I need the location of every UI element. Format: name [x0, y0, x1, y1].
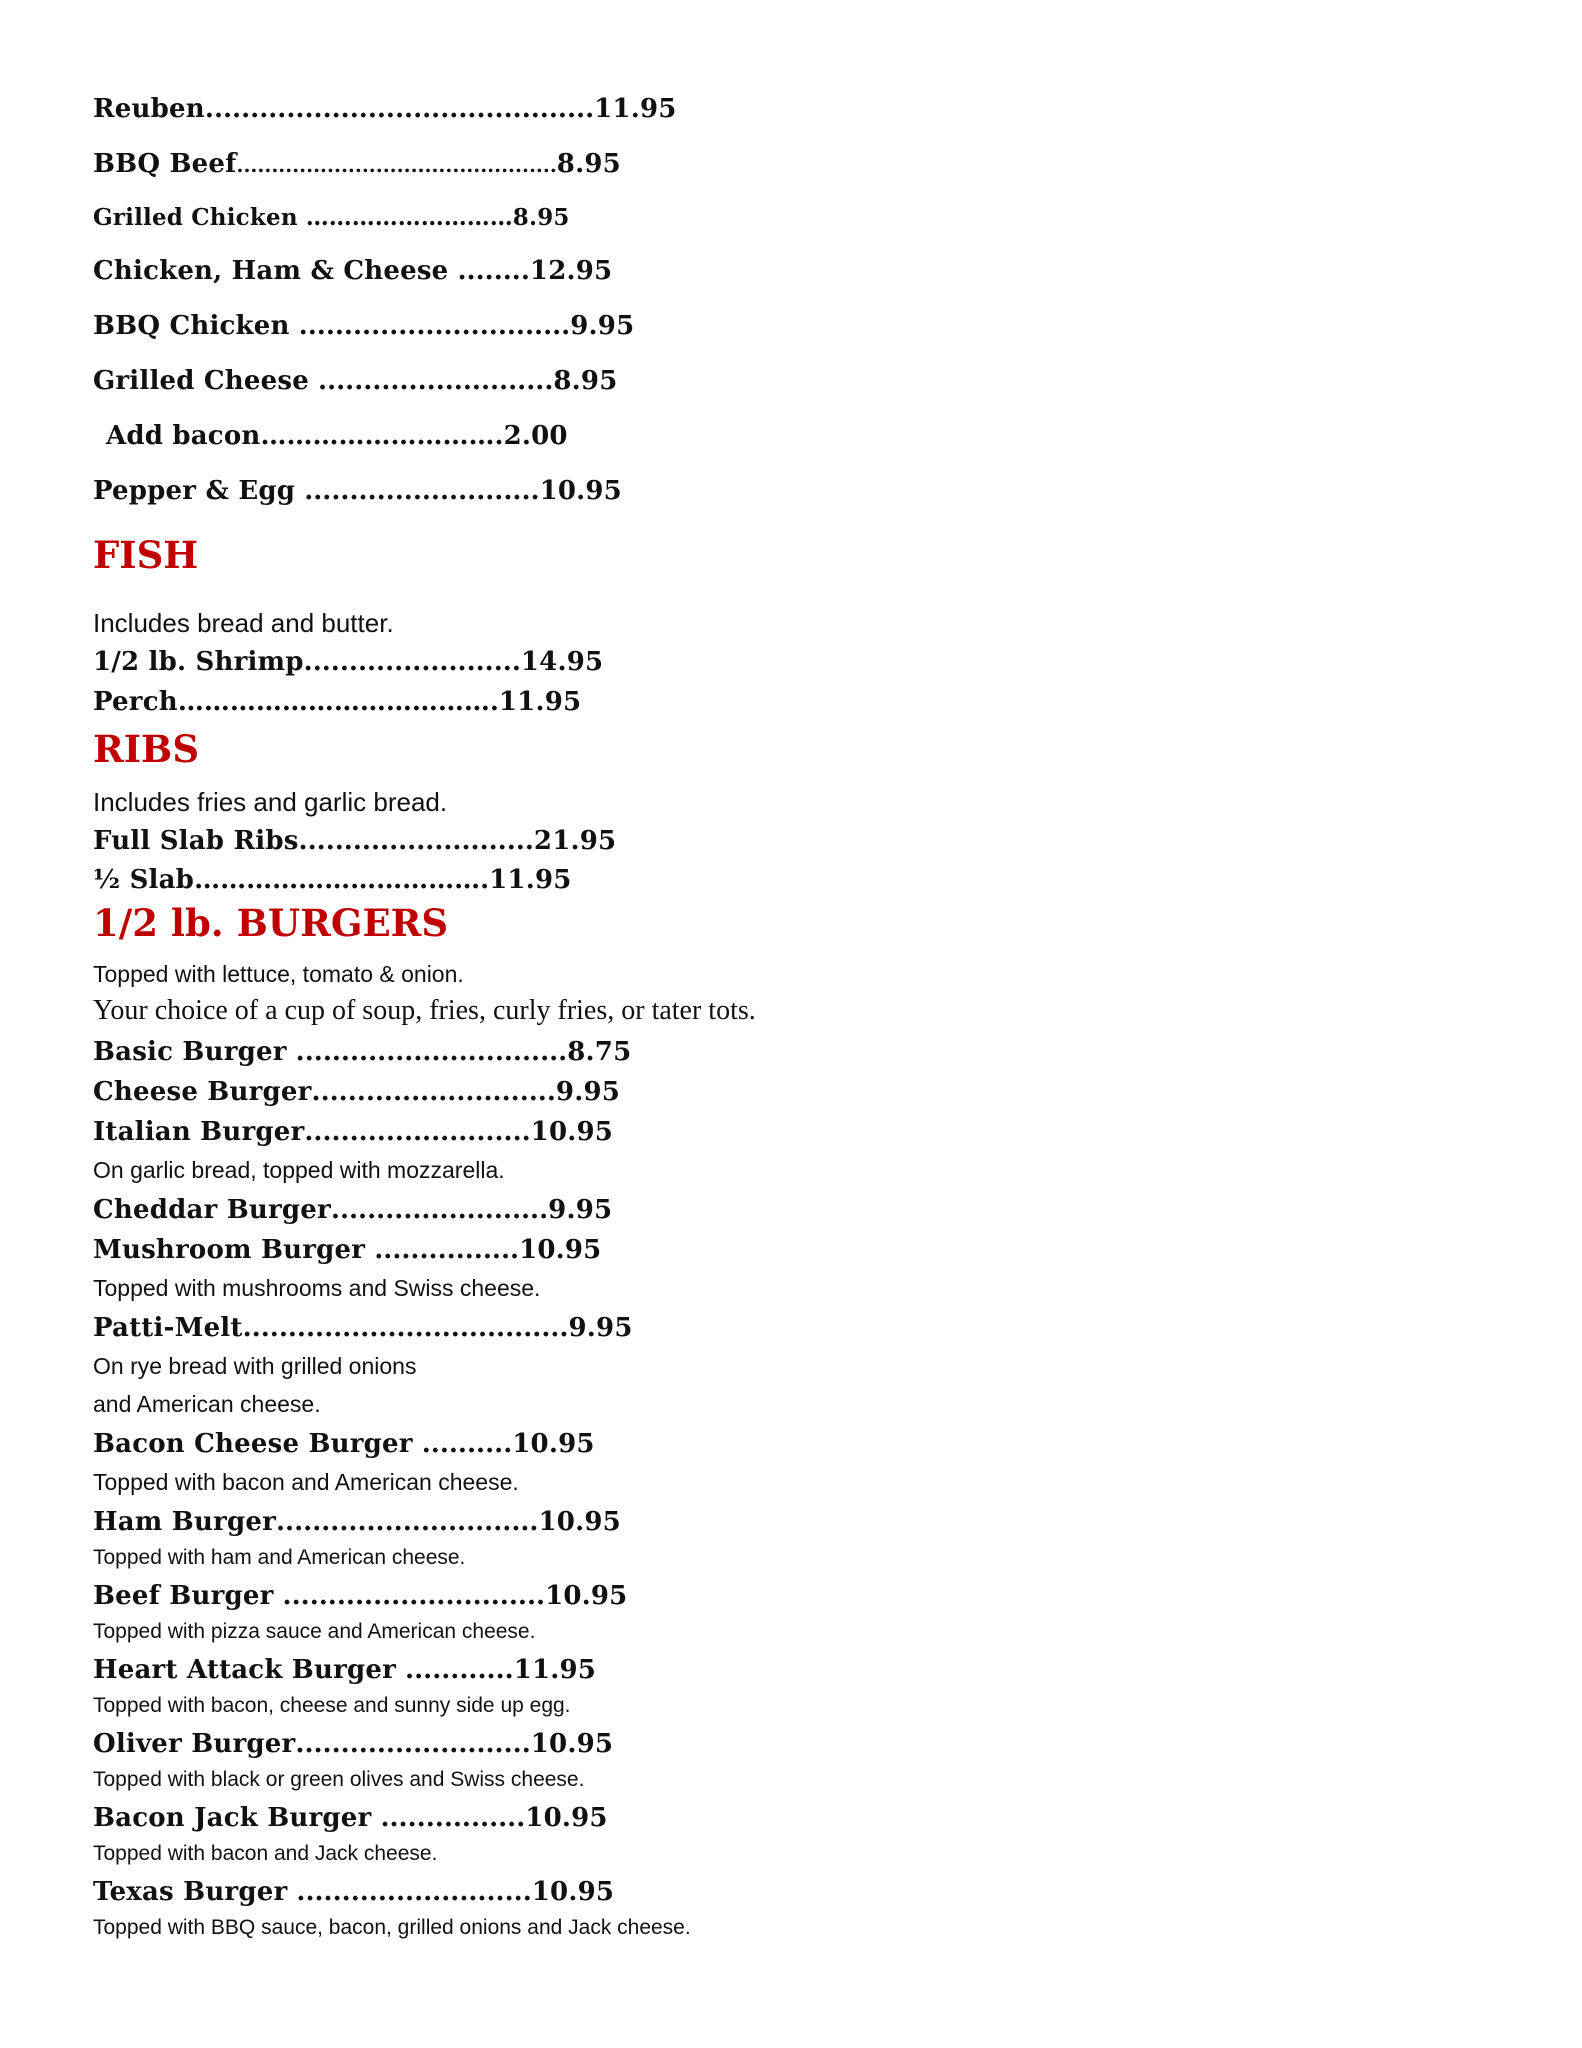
menu-item-bacon-jack-burger [93, 1803, 608, 1833]
item-leader: .............................. [289, 311, 571, 341]
item-name: Basic Burger [93, 1037, 287, 1067]
item-name: Pepper & Egg [93, 476, 296, 506]
item-description: Topped with bacon and American cheese. [93, 1469, 519, 1495]
item-name: Grilled Chicken [93, 204, 298, 231]
item-leader: .............................................. [236, 153, 557, 177]
menu-item-bacon-cheese-burger [93, 1429, 595, 1459]
menu-item-mushroom-burger [93, 1235, 601, 1265]
item-price: 8.95 [556, 149, 621, 179]
item-leader: ........................... [311, 1077, 556, 1107]
item-name: Bacon Jack Burger [93, 1803, 372, 1833]
item-price: 8.75 [567, 1037, 632, 1067]
menu-item-full-slab [93, 826, 616, 856]
section-heading-ribs: RIBS [93, 727, 200, 771]
item-leader: ........................ [303, 647, 521, 677]
item-name: BBQ Chicken [93, 311, 290, 341]
item-leader: ........ [448, 256, 530, 286]
item-price: 11.95 [498, 687, 582, 717]
item-name: Oliver Burger [93, 1729, 296, 1759]
menu-item-cheddar-burger [93, 1195, 612, 1225]
item-leader: ................ [365, 1235, 520, 1265]
item-price: 11.95 [489, 865, 572, 895]
item-price: 11.95 [594, 94, 677, 124]
menu-item-reuben [93, 94, 677, 124]
item-price: 2.00 [503, 421, 568, 451]
menu-item-cheese-burger [93, 1077, 620, 1107]
item-leader: .......................... [298, 826, 534, 856]
menu-item-add-bacon [106, 421, 568, 451]
item-leader: .......................... [308, 366, 554, 396]
item-leader: ……………………… [297, 204, 513, 231]
item-leader: .......... [412, 1429, 513, 1459]
item-name: Mushroom Burger [93, 1235, 366, 1265]
item-leader: ………………………………. [177, 687, 499, 717]
item-leader: ................ [371, 1803, 526, 1833]
item-leader: .............................. [286, 1037, 568, 1067]
item-description: Topped with ham and American cheese. [93, 1546, 466, 1569]
menu-item-patti-melt [93, 1313, 633, 1343]
item-description: Topped with pizza sauce and American cheese. [93, 1620, 536, 1643]
item-name: 1/2 lb. Shrimp [93, 647, 304, 677]
menu-item-basic-burger [93, 1037, 631, 1067]
menu-item-italian-burger [93, 1117, 613, 1147]
item-leader: ……………………………. [194, 865, 490, 895]
item-leader: ............ [396, 1655, 514, 1685]
item-description: Topped with bacon and Jack cheese. [93, 1842, 438, 1865]
item-name: Italian Burger [93, 1117, 305, 1147]
item-name: Grilled Cheese [93, 366, 309, 396]
item-description: On rye bread with grilled onions [93, 1353, 417, 1379]
menu-item-oliver-burger [93, 1729, 613, 1759]
section-note-fish: Includes bread and butter. [93, 608, 394, 638]
item-name: Cheese Burger [93, 1077, 312, 1107]
item-name: ½ Slab [93, 865, 195, 895]
item-leader: .......................... [295, 476, 540, 506]
item-description: Topped with mushrooms and Swiss cheese. [93, 1275, 541, 1301]
item-description: On garlic bread, topped with mozzarella. [93, 1157, 505, 1183]
section-note-ribs: Includes fries and garlic bread. [93, 787, 448, 817]
item-description: Topped with black or green olives and Swiss cheese. [93, 1768, 585, 1791]
item-name: Cheddar Burger [93, 1195, 331, 1225]
item-description: Topped with BBQ sauce, bacon, grilled onions and Jack cheese. [93, 1916, 691, 1939]
item-name: Full Slab Ribs [93, 826, 299, 856]
item-name: Bacon Cheese Burger [93, 1429, 413, 1459]
menu-item-grilled-cheese [93, 366, 618, 396]
item-name: Perch [93, 687, 178, 717]
menu-item-chicken-ham-cheese [93, 256, 612, 286]
item-leader: .................................... [242, 1313, 569, 1343]
item-price: 12.95 [529, 256, 613, 286]
item-price: 9.95 [568, 1313, 633, 1343]
menu-item-pepper-egg [93, 476, 622, 506]
item-name: Reuben [93, 94, 205, 124]
item-name: Add bacon [106, 421, 261, 451]
menu-item-grilled-chicken [93, 204, 570, 231]
item-price: 9.95 [555, 1077, 621, 1107]
menu-item-bbq-chicken [93, 311, 634, 341]
item-price: 10.95 [530, 1117, 614, 1147]
item-price: 10.95 [525, 1803, 608, 1833]
section-note-burgers-sides: Your choice of a cup of soup, fries, curly fries, or tater tots. [93, 995, 756, 1026]
menu-item-heart-attack-burger [93, 1655, 596, 1685]
section-note-burgers: Topped with lettuce, tomato & onion. [93, 961, 464, 987]
item-name: Patti-Melt [93, 1313, 243, 1343]
item-leader: ............................. [273, 1581, 546, 1611]
item-price: 21.95 [533, 826, 617, 856]
item-price: 10.95 [545, 1581, 628, 1611]
section-heading-fish: FISH [93, 533, 199, 577]
item-price: 11.95 [513, 1655, 597, 1685]
item-price: 10.95 [519, 1235, 602, 1265]
item-price: 10.95 [538, 1507, 621, 1537]
item-name: Heart Attack Burger [93, 1655, 396, 1685]
item-description: and American cheese. [93, 1391, 321, 1417]
item-price: 10.95 [530, 1729, 614, 1759]
menu-item-ham-burger [93, 1507, 621, 1537]
menu-item-shrimp [93, 647, 603, 677]
item-leader: ......................... [304, 1117, 531, 1147]
menu-item-perch [93, 687, 581, 717]
menu-item-bbq-beef [93, 149, 621, 179]
item-name: Beef Burger [93, 1581, 274, 1611]
item-price: 10.95 [531, 1877, 615, 1907]
item-leader: ........................................... [204, 94, 595, 124]
item-name: BBQ Beef [93, 149, 237, 179]
item-leader: .......................... [287, 1877, 532, 1907]
item-name: Texas Burger [93, 1877, 288, 1907]
item-price: 10.95 [512, 1429, 595, 1459]
section-heading-burgers: 1/2 lb. BURGERS [93, 901, 449, 945]
item-name: Chicken, Ham & Cheese [93, 256, 449, 286]
item-price: 10.95 [539, 476, 622, 506]
item-name: Ham Burger [93, 1507, 276, 1537]
item-leader: .......................... [295, 1729, 531, 1759]
item-price: 9.95 [548, 1195, 613, 1225]
item-leader: ………………………. [260, 421, 504, 451]
menu-item-texas-burger [93, 1877, 614, 1907]
item-price: 14.95 [520, 647, 604, 677]
item-description: Topped with bacon, cheese and sunny side up egg. [93, 1694, 571, 1717]
item-price: 9.95 [570, 311, 635, 341]
item-leader: ............................. [275, 1507, 539, 1537]
item-price: 8.95 [512, 204, 570, 231]
item-leader: ........................ [330, 1195, 549, 1225]
menu-item-half-slab [93, 865, 572, 895]
menu-item-beef-burger [93, 1581, 627, 1611]
item-price: 8.95 [553, 366, 618, 396]
